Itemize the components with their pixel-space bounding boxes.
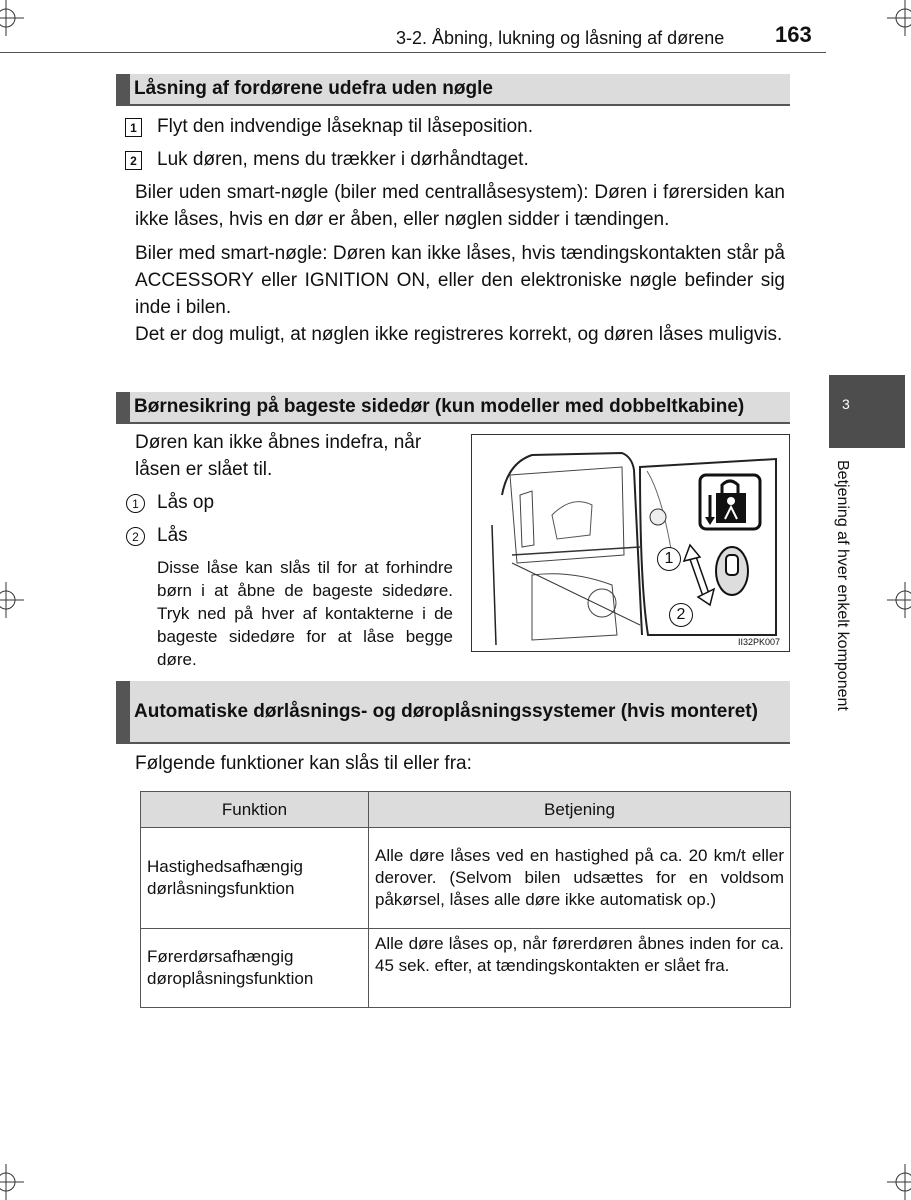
section-heading-auto-locking: [116, 681, 790, 744]
child-lock-note: Disse låse kan slås til for at forhindre børn i at åbne de bageste sidedøre. Tryk ned på hver af kontakterne i de bageste sidedøre for at låse begge døre.: [157, 558, 453, 669]
table-cell-function: Førerdørsafhængig døroplåsningsfunktion: [141, 929, 369, 1008]
figure-marker-lock: 2: [669, 603, 693, 627]
section-heading-child-lock: [116, 392, 790, 424]
crop-mark-bottom-left: [0, 1160, 30, 1200]
chapter-tab: [829, 375, 905, 448]
paragraph-note: Det er dog muligt, at nøglen ikke registreres korrekt, og døren låses muligvis.: [135, 324, 783, 345]
crop-mark-mid-left: [0, 580, 30, 620]
section-heading-front-doors: [116, 74, 790, 106]
step-number-box: 1: [125, 118, 142, 137]
item-text-lock: Lås: [157, 525, 188, 546]
crop-mark-top-left: [0, 0, 30, 40]
table-row: [141, 929, 791, 1008]
section-heading-text: Børnesikring på bageste sidedør (kun modeller med dobbeltkabine): [134, 396, 745, 417]
figure-marker-unlock: 1: [657, 547, 681, 571]
door-illustration: [472, 435, 789, 651]
auto-lock-intro: Følgende funktioner kan slås til eller fra:: [135, 753, 472, 774]
item-marker: 2: [126, 527, 145, 546]
table-cell-operation: Alle døre låses ved en hastighed på ca. 20 km/t eller derover. (Selvom bilen udsættes for en voldsom påkørsel, låses alle døre ikke automatisk op.): [369, 828, 791, 929]
table-header-cell: Betjening: [369, 792, 791, 828]
section-heading-text: Automatiske dørlåsnings- og døroplåsningssystemer (hvis monteret): [134, 701, 758, 722]
table-header-cell: Funktion: [141, 792, 369, 828]
paragraph-smart-key: Biler med smart-nøgle: Døren kan ikke låses, hvis tændingskontakten står på ACCESSORY eller IGNITION ON, eller den elektroniske nøgle befinder sig inde i bilen.: [135, 243, 785, 318]
crop-mark-mid-right: [881, 580, 911, 620]
running-header-title: 3-2. Åbning, lukning og låsning af dørene: [396, 28, 725, 48]
child-lock-figure: [471, 434, 790, 652]
figure-code: II32PK007: [738, 637, 781, 647]
child-lock-intro: Døren kan ikke åbnes indefra, når låsen er slået til.: [135, 432, 422, 480]
crop-mark-top-right: [881, 0, 911, 40]
page-number: 163: [775, 22, 812, 47]
step-number-box: 2: [125, 151, 142, 170]
chapter-tab-number: 3: [842, 396, 850, 412]
table-header-row: [141, 792, 791, 828]
functions-table: [140, 791, 791, 1008]
item-text-unlock: Lås op: [157, 492, 215, 513]
step-text: Luk døren, mens du trækker i dørhåndtaget.: [157, 149, 529, 170]
step-text: Flyt den indvendige låseknap til låseposition.: [157, 116, 534, 137]
header-rule: [0, 52, 826, 53]
table-cell-operation: Alle døre låses op, når førerdøren åbnes inden for ca. 45 sek. efter, at tændingskontakten er slået fra.: [369, 929, 791, 1008]
table-cell-function: Hastighedsafhængig dørlåsningsfunktion: [141, 828, 369, 929]
table-row: [141, 828, 791, 929]
item-marker: 1: [126, 494, 145, 513]
crop-mark-bottom-right: [881, 1160, 911, 1200]
chapter-tab-label: Betjening af hver enkelt komponent: [834, 460, 851, 711]
section-heading-text: Låsning af fordørene udefra uden nøgle: [134, 78, 493, 99]
paragraph-no-smart-key: Biler uden smart-nøgle (biler med centrallåsesystem): Døren i førersiden kan ikke låses, hvis en dør er åben, eller nøglen sidder i tændingen.: [135, 182, 785, 230]
